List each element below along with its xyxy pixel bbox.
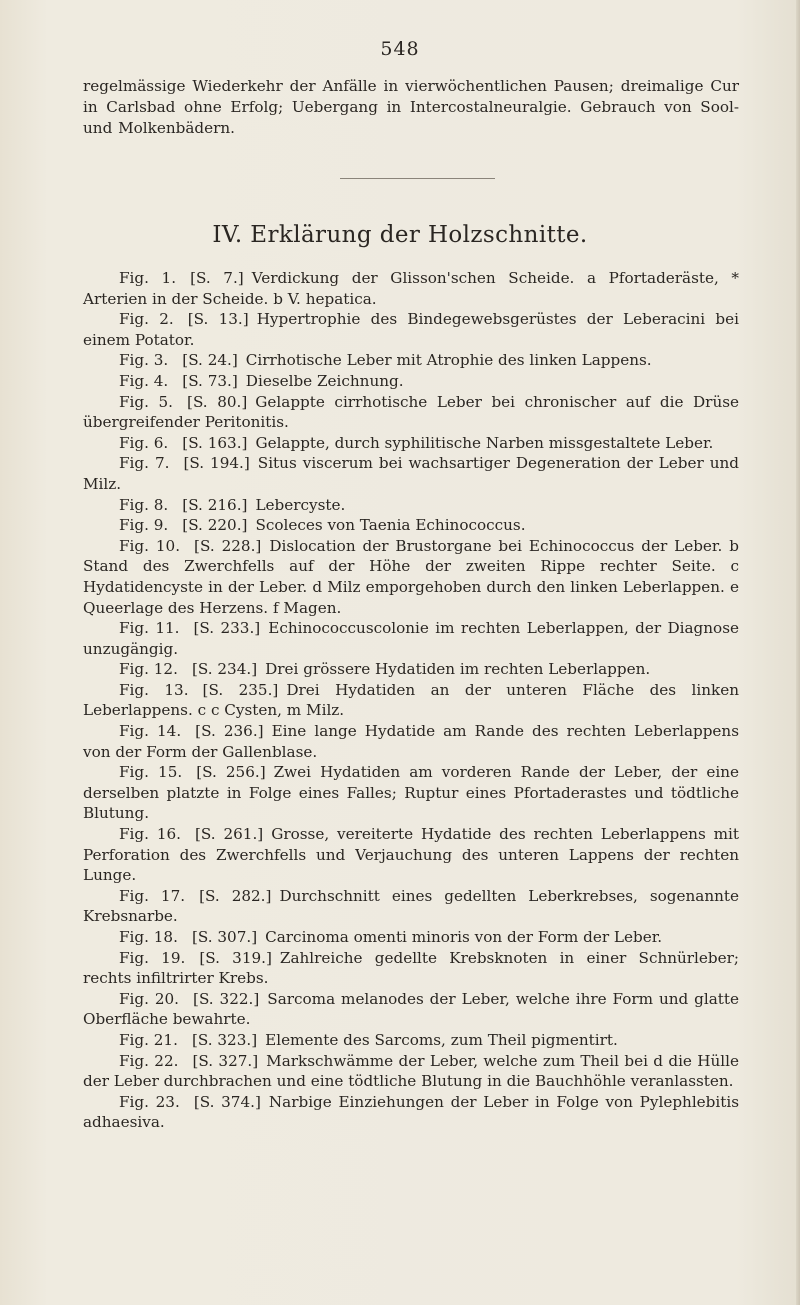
figure-label: Fig. 15. <box>119 763 183 782</box>
figure-entry <box>83 371 739 392</box>
figure-description: Verdickung der Glisson'schen Scheide. a Pfortaderäste, * Arterien in der Scheide. b V. hepatica. <box>83 269 740 308</box>
figure-entry <box>83 309 739 350</box>
page-reference: [S. 80.] <box>187 392 248 411</box>
section-divider <box>340 178 495 179</box>
figure-label: Fig. 7. <box>119 454 170 473</box>
figure-label: Fig. 16. <box>119 825 181 844</box>
figure-entry <box>83 886 739 927</box>
figure-label: Fig. 2. <box>119 310 174 329</box>
figure-label: Fig. 13. <box>119 680 189 699</box>
figure-entry <box>83 989 739 1030</box>
page-reference: [S. 228.] <box>194 536 262 555</box>
figure-label: Fig. 3. <box>119 351 169 370</box>
page-reference: [S. 233.] <box>193 619 261 638</box>
page-reference: [S. 163.] <box>182 433 248 452</box>
page-reference: [S. 323.] <box>191 1030 258 1049</box>
figure-label: Fig. 18. <box>119 928 178 946</box>
figure-entry <box>83 824 739 886</box>
figure-description: Scoleces von Taenia Echinococcus. <box>255 516 526 535</box>
page-reference: [S. 216.] <box>182 495 248 514</box>
figure-entry <box>83 721 739 762</box>
figure-description: Gelappte, durch syphilitische Narben missgestaltete Leber. <box>255 433 714 452</box>
page-reference: [S. 236.] <box>195 722 264 741</box>
figure-label: Fig. 6. <box>119 433 169 452</box>
figure-entry <box>83 1051 739 1092</box>
page-reference: [S. 235.] <box>202 680 279 699</box>
figure-entry <box>83 515 739 536</box>
figure-description: Drei grössere Hydatiden im rechten Leberlappen. <box>265 660 651 679</box>
page-reference: [S. 307.] <box>191 928 258 946</box>
figure-description: Grosse, vereiterte Hydatide des rechten Leberlappens mit Perforation des Zwerchfells und Verjauchung des unteren Lappens der rechten Lunge. <box>83 825 739 885</box>
figure-description: Hypertrophie des Bindegewebsgerüstes der Leberacini bei einem Potator. <box>83 310 739 349</box>
figure-entry <box>83 680 739 721</box>
figure-label: Fig. 10. <box>119 536 181 555</box>
figure-label: Fig. 20. <box>119 989 180 1008</box>
intro-paragraph: regelmässige Wiederkehr der Anfälle in vierwöchentlichen Pausen; dreimalige Cur in Carlsbad ohne Erfolg; Uebergang in Intercostalneuralgie. Gebrauch von Sool- und Molkenbädern. <box>83 77 739 137</box>
figure-label: Fig. 5. <box>119 392 174 411</box>
figure-entry <box>83 433 739 454</box>
figure-label: Fig. 22. <box>119 1051 179 1070</box>
figure-entry <box>83 948 739 989</box>
figure-description: Cirrhotische Leber mit Atrophie des linken Lappens. <box>245 351 652 370</box>
figure-label: Fig. 4. <box>119 371 169 390</box>
figure-entry <box>83 762 739 824</box>
page-reference: [S. 282.] <box>199 886 272 905</box>
figure-description: Echinococcuscolonie im rechten Leberlappen, der Diagnose unzugängig. <box>83 619 739 658</box>
figure-description: Zwei Hydatiden am vorderen Rande der Leber, der eine derselben platzte in Folge eines Falles; Ruptur eines Pfortaderastes und tödtliche Blutung. <box>83 763 739 823</box>
figure-entry <box>83 453 739 494</box>
page-edge <box>796 0 800 1305</box>
figure-description: Eine lange Hydatide am Rande des rechten Leberlappens von der Form der Gallenblase. <box>83 722 740 761</box>
page-reference: [S. 256.] <box>196 763 266 782</box>
page-reference: [S. 24.] <box>182 351 238 370</box>
page-reference: [S. 374.] <box>193 1092 261 1111</box>
figure-entry <box>83 659 739 680</box>
figure-description: Dislocation der Brustorgane bei Echinococcus der Leber. b Stand des Zwerchfells auf der Höhe der zweiten Rippe rechter Seite. c Hydatidencyste in der Leber. d Milz emporgehoben durch den linken Leberlappen. e Queerlage des Herzens. f Magen. <box>83 536 739 617</box>
page-reference: [S. 261.] <box>194 825 264 844</box>
figure-label: Fig. 17. <box>119 886 186 905</box>
figure-description: Carcinoma omenti minoris von der Form der Leber. <box>265 928 663 946</box>
figure-description: Narbige Einziehungen der Leber in Folge von Pylephlebitis adhaesiva. <box>83 1092 739 1132</box>
figure-description: Sarcoma melanodes der Leber, welche ihre Form und glatte Oberfläche bewahrte. <box>83 989 739 1029</box>
page-reference: [S. 234.] <box>191 660 258 679</box>
page-reference: [S. 327.] <box>192 1051 259 1070</box>
figure-label: Fig. 23. <box>119 1092 180 1111</box>
figure-description: Zahlreiche gedellte Krebsknoten in einer Schnürleber; rechts infiltrirter Krebs. <box>83 948 739 988</box>
page-reference: [S. 319.] <box>199 948 272 967</box>
figure-label: Fig. 1. <box>119 269 177 287</box>
figure-label: Fig. 14. <box>119 722 182 741</box>
page-reference: [S. 13.] <box>187 310 249 329</box>
figure-label: Fig. 12. <box>119 660 178 679</box>
page-reference: [S. 322.] <box>193 989 260 1008</box>
page-reference: [S. 220.] <box>182 516 248 535</box>
figure-description: Situs viscerum bei wachsartiger Degeneration der Leber und Milz. <box>83 454 739 493</box>
figure-entry <box>83 350 739 371</box>
figure-label: Fig. 9. <box>119 516 169 535</box>
figure-list <box>83 268 739 1133</box>
figure-entry <box>83 1092 739 1133</box>
figure-description: Elemente des Sarcoms, zum Theil pigmentirt. <box>265 1030 618 1049</box>
figure-description: Drei Hydatiden an der unteren Fläche des linken Leberlappens. c c Cysten, m Milz. <box>83 680 739 720</box>
page-reference: [S. 194.] <box>183 454 250 473</box>
figure-description: Lebercyste. <box>255 495 346 514</box>
figure-entry <box>83 927 739 948</box>
figure-entry <box>83 268 739 309</box>
page-reference: [S. 7.] <box>190 269 244 287</box>
figure-label: Fig. 21. <box>119 1030 178 1049</box>
figure-entry <box>83 392 739 433</box>
figure-description: Gelappte cirrhotische Leber bei chronischer auf die Drüse übergreifender Peritonitis. <box>83 392 740 432</box>
figure-entry <box>83 495 739 516</box>
figure-description: Durchschnitt eines gedellten Leberkrebses, sogenannte Krebsnarbe. <box>83 886 739 926</box>
page-reference: [S. 73.] <box>182 371 238 390</box>
section-title: IV. Erklärung der Holzschnitte. <box>212 222 588 248</box>
figure-entry <box>83 1030 739 1051</box>
figure-label: Fig. 11. <box>119 619 180 638</box>
figure-entry <box>83 536 739 618</box>
figure-label: Fig. 19. <box>119 948 186 967</box>
figure-label: Fig. 8. <box>119 495 169 514</box>
page-number: 548 <box>380 38 420 60</box>
figure-description: Dieselbe Zeichnung. <box>245 371 404 390</box>
figure-entry <box>83 618 739 659</box>
figure-description: Markschwämme der Leber, welche zum Theil bei d die Hülle der Leber durchbrachen und eine tödtliche Blutung in die Bauchhöhle veranlassten. <box>83 1051 739 1091</box>
